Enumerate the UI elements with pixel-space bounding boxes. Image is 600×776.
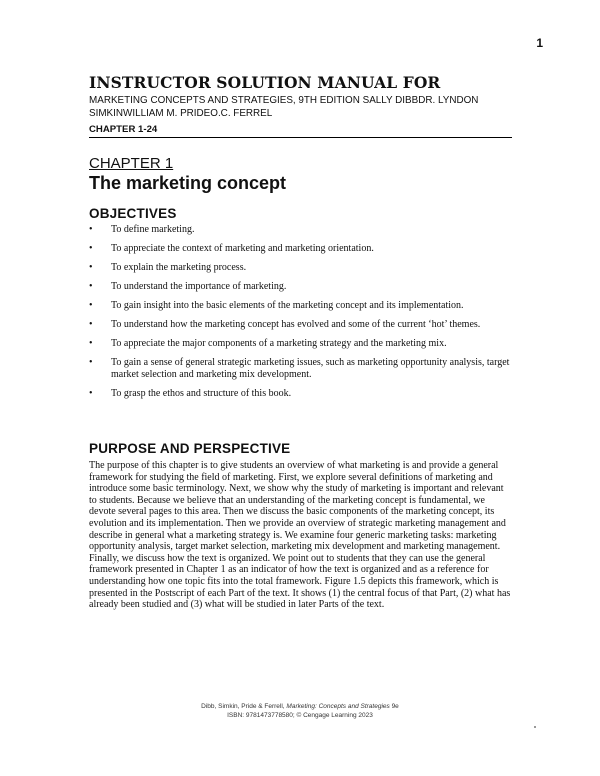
footer-authors: Dibb, Simkin, Pride & Ferrell, <box>201 703 287 710</box>
bullet-icon: • <box>89 300 93 311</box>
list-item <box>89 224 514 236</box>
objective-text: To gain insight into the basic elements of the marketing concept and its implementation. <box>111 300 464 311</box>
objectives-list <box>89 224 514 407</box>
objective-text: To grasp the ethos and structure of this book. <box>111 388 292 399</box>
list-item <box>89 281 514 293</box>
purpose-heading: PURPOSE AND PERSPECTIVE <box>89 441 291 456</box>
list-item <box>89 388 514 400</box>
list-item <box>89 319 514 331</box>
corner-mark <box>534 726 536 728</box>
objective-text: To explain the marketing process. <box>111 262 247 273</box>
manual-subtitle: MARKETING CONCEPTS AND STRATEGIES, 9TH EDITION SALLY DIBBDR. LYNDON SIMKINWILLIAM M. PRIDEO.C. FERREL <box>89 95 479 119</box>
chapter-range: CHAPTER 1-24 <box>89 124 512 138</box>
manual-header <box>89 74 512 138</box>
objective-text: To appreciate the context of marketing and marketing orientation. <box>111 243 374 254</box>
objectives-heading: OBJECTIVES <box>89 206 177 221</box>
objective-text: To gain a sense of general strategic marketing issues, such as marketing opportunity analysis, target market selection and marketing mix development. <box>111 357 510 380</box>
footer-book-title: Marketing: Concepts and Strategies <box>286 703 390 710</box>
objective-text: To understand how the marketing concept has evolved and some of the current ‘hot’ themes. <box>111 319 481 330</box>
page-footer <box>0 702 600 720</box>
objective-text: To understand the importance of marketing. <box>111 281 287 292</box>
list-item <box>89 243 514 255</box>
list-item <box>89 357 514 381</box>
list-item <box>89 338 514 350</box>
manual-title: INSTRUCTOR SOLUTION MANUAL FOR <box>89 73 441 92</box>
bullet-icon: • <box>89 243 93 254</box>
bullet-icon: • <box>89 224 93 235</box>
footer-edition: 9e <box>389 703 399 710</box>
bullet-icon: • <box>89 357 93 368</box>
list-item <box>89 262 514 274</box>
list-item <box>89 300 514 312</box>
purpose-paragraph: The purpose of this chapter is to give students an overview of what marketing is and provide a general framework for studying the field of marketing. First, we explore several definitions of marketing and introduce some basic terminology. Next, we show why the study of marketing is important and relevant to students. Because we believe that an understanding of the marketing concept is fundamental, we devote several pages to this area. Then we discuss the basic components of the marketing concept, its evolution and its implementation. Then we provide an overview of strategic marketing management and describe in general what a marketing strategy is. We examine four generic marketing tasks: marketing opportunity analysis, target market selection, marketing mix development and marketing management. Finally, we discuss how the text is organized. We point out to students that they can use the general framework presented in Chapter 1 as an indicator of how the text is organized and as a reference for understanding how one topic fits into the total framework. Figure 1.5 depicts this framework, which is presented in the Postscript of each Part of the text. It shows (1) the central focus of that Part, (2) what has already been studied and (3) what will be studied in later Parts of the text. <box>89 460 511 611</box>
chapter-title: The marketing concept <box>89 173 287 193</box>
objective-text: To define marketing. <box>111 224 195 235</box>
bullet-icon: • <box>89 388 93 399</box>
bullet-icon: • <box>89 319 93 330</box>
bullet-icon: • <box>89 281 93 292</box>
footer-isbn: ISBN: 9781473778580; © Cengage Learning 2023 <box>227 712 373 719</box>
footer-citation <box>0 702 600 711</box>
chapter-label: CHAPTER 1 <box>89 155 174 172</box>
objective-text: To appreciate the major components of a marketing strategy and the marketing mix. <box>111 338 447 349</box>
bullet-icon: • <box>89 262 93 273</box>
page-number: 1 <box>536 36 543 50</box>
bullet-icon: • <box>89 338 93 349</box>
